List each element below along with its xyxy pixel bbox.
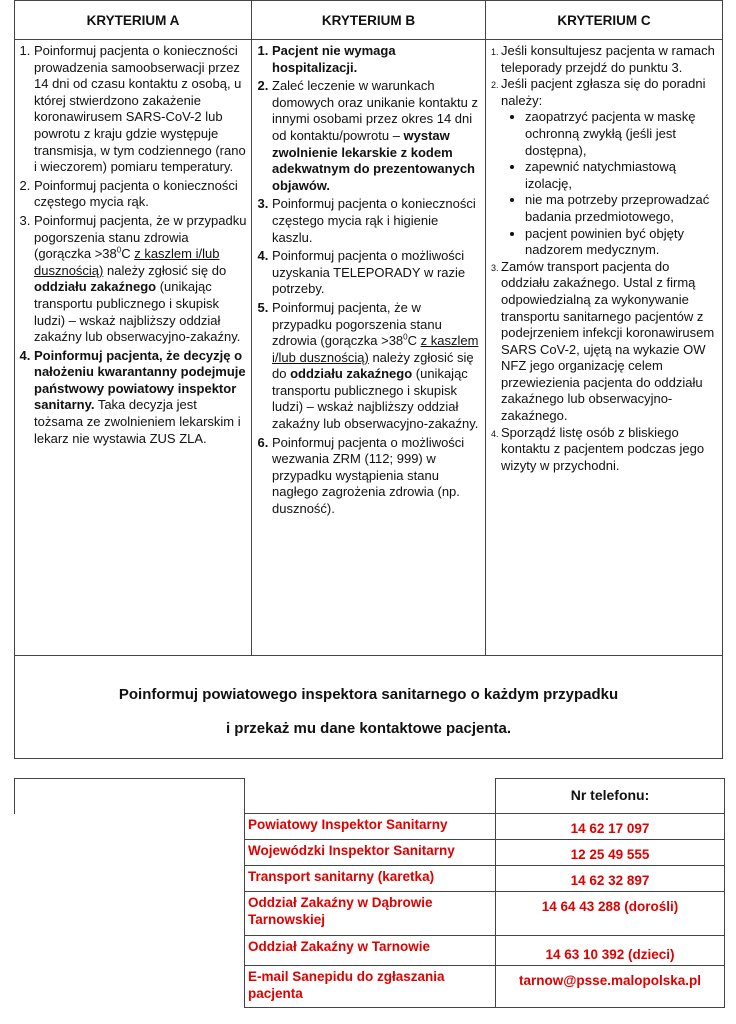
item-text: C	[407, 333, 421, 349]
contact-name: Powiatowy Inspektor Sanitarny	[245, 814, 496, 840]
bullet-item: • zaopatrzyć pacjenta w maskę ochronną zwykłą (jeśli jest dostępna),	[525, 109, 718, 159]
item-text: Poinformuj pacjenta, że w przypadku pogorszenia stanu zdrowia (gorączka >38	[272, 299, 442, 349]
contact-value: 14 63 10 392 (dzieci)	[496, 936, 725, 966]
contact-name: Wojewódzki Inspektor Sanitarny	[245, 840, 496, 866]
blank-cell	[15, 814, 245, 1008]
blank-cell	[15, 779, 245, 814]
criterion-a-cell	[15, 40, 252, 656]
item-text: należy zgłosić się do	[103, 262, 227, 278]
header-criterion-a: KRYTERIUM A	[15, 1, 252, 40]
criterion-a-item	[34, 213, 247, 346]
contact-value: 14 62 32 897	[496, 866, 725, 892]
bold-text: wystaw zwolnienie lekarskie z kodem adekwatnym do prezentowanych objawów.	[272, 127, 475, 193]
criterion-c-list	[486, 40, 722, 474]
item-text: Poinformuj pacjenta o możliwości wezwania ZRM (112; 999) w przypadku wystąpienia stanu nagłego zagrożenia zdrowia (np. duszność).	[272, 434, 465, 517]
criterion-a-item	[34, 43, 247, 176]
criterion-c-item	[501, 425, 718, 475]
item-text: Poinformuj pacjenta o konieczności prowadzenia samoobserwacji przez 14 dni od czasu kontaktu z osobą, u której stwierdzono zakażenie koronawirusem SARS-CoV-2 lub powrotu z kraju gdzie występuje transmisja, w tym codziennego (rano i wieczorem) pomiaru temperatury.	[34, 43, 246, 175]
criteria-body-row	[15, 40, 723, 656]
item-text: Poinformuj pacjenta o konieczności częstego mycia rąk.	[34, 177, 238, 210]
item-text: (unikając transportu publicznego i skupisk ludzi) – wskaż najbliższy oddział zakaźny lub obserwacyjno-zakaźny.	[34, 279, 241, 345]
bullet-item: • zapewnić natychmiastową izolację,	[525, 159, 718, 192]
bold-text: Pacjent nie wymaga hospitalizacji.	[272, 43, 396, 75]
criterion-b-item	[272, 300, 481, 433]
bullet-item: • nie ma potrzeby przeprowadzać badania przedmiotowego,	[525, 192, 718, 225]
blank-cell	[245, 779, 496, 814]
contact-name: Transport sanitarny (karetka)	[245, 866, 496, 892]
criterion-c-item	[501, 43, 718, 76]
summary-line-2: i przekaż mu dane kontaktowe pacjenta.	[225, 720, 512, 737]
item-text: Poinformuj pacjenta o konieczności częstego mycia rąk i higienie kaszlu.	[272, 196, 476, 245]
item-text: należy zgłosić się do	[272, 349, 474, 382]
item-text: Zamów transport pacjenta do oddziału zakaźnego. Ustal z firmą odpowiedzialną za wykonywanie transportu sanitarnego pacjentów z podejrzeniem infekcji koronawirusem SARS CoV-2, ujętą na wykazie OW NFZ jego organizację celem przewiezienia pacjenta do oddziału zakaźnego lub obserwacyjno-zakaźnego.	[501, 258, 715, 424]
item-text: (unikając transportu publicznego i skupisk ludzi) – wskaż najbliższy oddział zakaźny lub obserwacyjno-zakaźny.	[272, 366, 479, 432]
summary-line-1: Poinformuj powiatowego inspektora sanitarnego o każdym przypadku	[118, 686, 619, 703]
item-text: Jeśli konsultujesz pacjenta w ramach teleporady przejdź do punktu 3.	[501, 43, 715, 75]
item-text: C	[121, 246, 135, 262]
criterion-b-item	[272, 435, 481, 518]
bullet-item: • pacjent powinien być objęty nadzorem medycznym.	[525, 226, 718, 259]
item-text: Zaleć leczenie w warunkach domowych oraz unikanie kontaktu z innymi osobami przez okres 14 dni od kontaktu/powrotu –	[272, 78, 478, 143]
criterion-c-bullets	[501, 109, 718, 258]
criterion-a-item	[34, 348, 247, 448]
degree-superscript: 0	[403, 332, 408, 342]
contact-name: Oddział Zakaźny w Tarnowie	[245, 936, 496, 966]
item-text: Taka decyzja jest tożsama ze zwolnieniem lekarskim i lekarz nie wystawia ZUS ZLA.	[34, 397, 241, 446]
bold-text: oddziału zakaźnego	[34, 279, 157, 295]
criterion-c-cell	[486, 40, 723, 656]
underlined-text: z kaszlem i/lub dusznością)	[34, 246, 220, 278]
summary-cell	[15, 656, 723, 759]
item-text: Jeśli pacjent zgłasza się do poradni należy:	[501, 76, 706, 108]
criterion-a-list	[15, 40, 251, 447]
contact-value: 14 64 43 288 (dorośli)	[496, 892, 725, 936]
item-text: Poinformuj pacjenta o możliwości uzyskania TELEPORADY w razie potrzeby.	[272, 248, 466, 297]
contact-row	[15, 814, 725, 840]
criterion-c-item	[501, 76, 718, 259]
criterion-b-list	[252, 40, 485, 518]
contact-value: tarnow@psse.malopolska.pl	[496, 966, 725, 1008]
phone-header: Nr telefonu:	[496, 779, 725, 814]
header-criterion-c: KRYTERIUM C	[486, 1, 723, 40]
bold-text: oddziału zakaźnego	[290, 366, 413, 382]
criterion-b-item	[272, 43, 481, 76]
contacts-table	[14, 778, 725, 1008]
item-text: Poinformuj pacjenta, że w przypadku pogorszenia stanu zdrowia (gorączka >38	[34, 212, 247, 262]
criterion-c-item	[501, 259, 718, 425]
item-text: Sporządź listę osób z bliskiego kontaktu z pacjentem podczas jego wizyty w przychodni.	[501, 424, 705, 473]
criterion-b-item	[272, 78, 481, 194]
contact-value: 14 62 17 097	[496, 814, 725, 840]
contact-name: E-mail Sanepidu do zgłaszania pacjenta	[245, 966, 496, 1008]
contact-value: 12 25 49 555	[496, 840, 725, 866]
criterion-b-item	[272, 196, 481, 246]
criterion-b-cell	[252, 40, 486, 656]
summary-row	[15, 656, 723, 759]
header-criterion-b: KRYTERIUM B	[252, 1, 486, 40]
contacts-header-row	[15, 779, 725, 814]
bold-text: Poinformuj pacjenta, że decyzję o nałożeniu kwarantanny podejmuje państwowy powiatowy inspektor sanitarny.	[34, 347, 246, 413]
contact-name: Oddział Zakaźny w Dąbrowie Tarnowskiej	[245, 892, 496, 936]
criteria-table	[14, 0, 723, 759]
criterion-a-item	[34, 178, 247, 211]
criteria-header-row	[15, 1, 723, 40]
criterion-b-item	[272, 248, 481, 298]
degree-superscript: 0	[116, 245, 122, 255]
underlined-text: z kaszlem i/lub dusznością)	[272, 333, 479, 365]
